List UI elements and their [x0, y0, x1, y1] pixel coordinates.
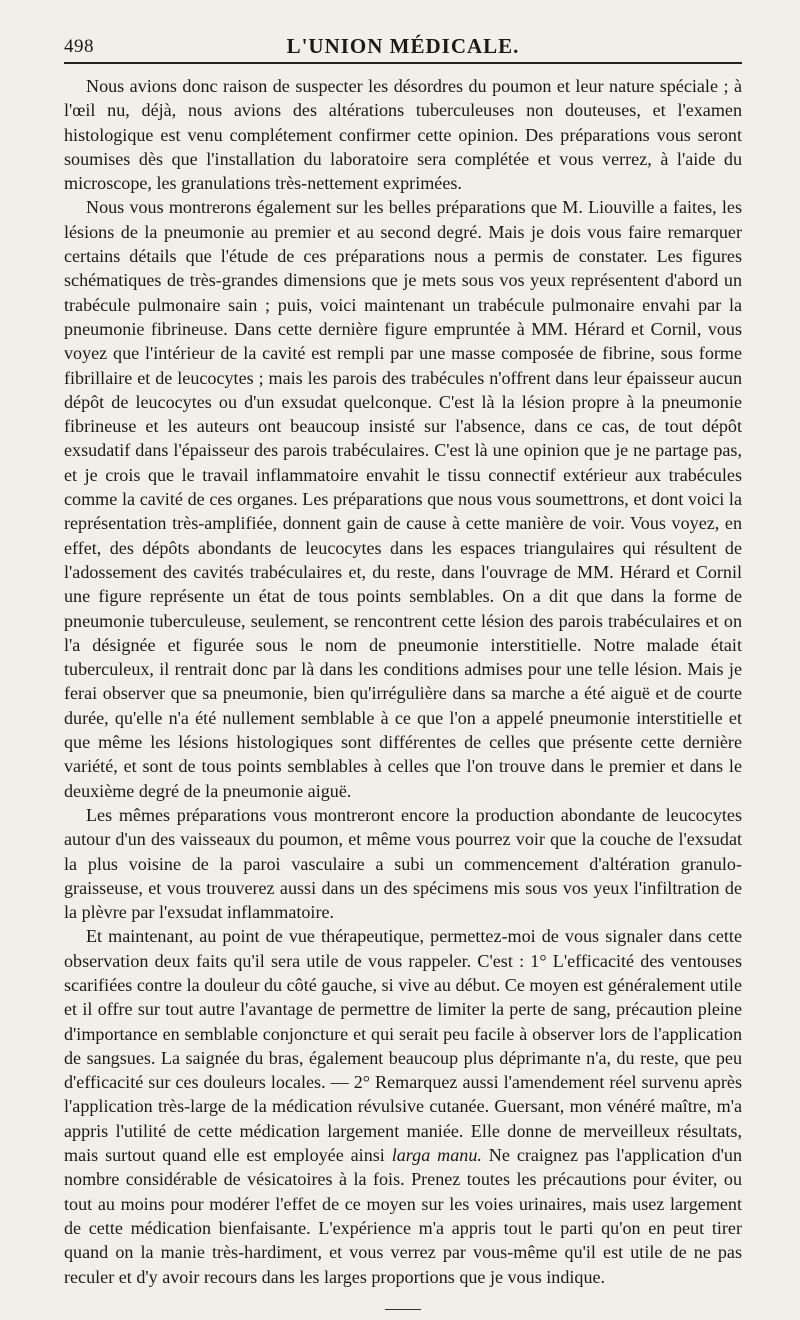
closing-rule	[385, 1309, 421, 1310]
page-header	[64, 30, 742, 64]
paragraph-2: Nous vous montrerons également sur les belles préparations que M. Liouville a faites, les lésions de la pneumonie au premier et au second degré. Mais je dois vous faire remarquer certains détails que l'étude de ces préparations nous a permis de constater. Les figures schématiques de très-grandes dimensions que je mets sous vos yeux représentent d'abord un trabécule pulmonaire sain ; puis, voici maintenant un trabécule pulmonaire envahi par la pneumonie fibrineuse. Dans cette dernière figure empruntée à MM. Hérard et Cornil, vous voyez que l'intérieur de la cavité est rempli par une masse composée de fibrine, sous forme fibrillaire et de leucocytes ; mais les parois des trabécules n'offrent dans leur épaisseur aucun dépôt de leucocytes ou d'un exsudat quelconque. C'est là la lésion propre à la pneumonie fibrineuse et les auteurs ont beaucoup insisté sur l'absence, dans ce cas, de tout dépôt exsudatif dans l'épaisseur des parois trabéculaires. C'est là une opinion que je ne partage pas, et je crois que le travail inflammatoire envahit le tissu connectif extérieur aux trabécules comme la cavité de ces organes. Les préparations que nous vous soumettrons, et dont voici la représentation très-amplifiée, donnent gain de cause à cette manière de voir. Vous voyez, en effet, des dépôts abondants de leucocytes dans les espaces triangulaires qui résultent de l'adossement des cavités trabéculaires et, du reste, dans l'ouvrage de MM. Hérard et Cornil une figure représente un état de tous points semblables. On a dit que dans la forme de pneumonie tuberculeuse, seulement, se rencontrent cette lésion des parois trabéculaires et on l'a désignée et figurée sous le nom de pneumonie interstitielle. Notre malade était tuberculeux, il rentrait donc par là dans les conditions admises pour une telle lésion. Mais je ferai observer que sa pneumonie, bien qu'irrégulière dans sa marche a été aiguë et de courte durée, qu'elle n'a été nullement semblable à ce que l'on a appelé pneumonie interstitielle et que même les lésions histologiques sont différentes de celles que présente cette dernière variété, et sont de tous points semblables à celles que l'on trouve dans le premier et dans le deuxième degré de la pneumonie aiguë.	[64, 197, 742, 801]
page-number: 498	[64, 36, 94, 57]
running-title: L'UNION MÉDICALE.	[286, 34, 520, 58]
paragraph-4-text-after: Ne craignez pas l'application d'un nombre considérable de vésicatoires à la fois. Prenez toutes les précautions pour éviter, ou tout au moins pour modérer l'effet de ce moyen sur les voies urinaires, mais usez largement de cette médication bienfaisante. L'expérience m'a appris tout le parti qu'on en peut tirer quand on la manie très-hardiment, et vous verrez par vous-même qu'il est utile de ne pas reculer et d'y avoir recours dans les larges proportions que je vous indique.	[64, 1145, 742, 1287]
paragraph-4	[64, 924, 742, 1288]
paragraph-3: Les mêmes préparations vous montreront encore la production abondante de leucocytes autour d'un des vaisseaux du poumon, et même vous pourrez voir que la couche de l'exsudat la plus voisine de la paroi vasculaire a subi un commencement d'altération granulo-graisseuse, et vous trouverez aussi dans un des spécimens mis sous vos yeux l'infiltration de la plèvre par l'exsudat inflammatoire.	[64, 804, 742, 923]
latin-phrase: larga manu.	[391, 1145, 482, 1166]
paragraph-1: Nous avions donc raison de suspecter les désordres du poumon et leur nature spéciale ; à l'œil nu, déjà, nous avions des altérations tuberculeuses non douteuses, et l'examen histologique est venu complétement confirmer cette opinion. Des préparations vous seront soumises dès que l'installation du laboratoire sera complétée et vous verrez, à l'aide du microscope, les granulations très-nettement exprimées.	[64, 76, 742, 194]
article-body	[64, 74, 742, 1289]
paragraph-4-text-before: Et maintenant, au point de vue thérapeutique, permettez-moi de vous signaler dans cette observation deux faits qu'il sera utile de vous rappeler. C'est : 1° L'efficacité des ventouses scarifiées contre la douleur du côté gauche, si vive au début. Ce moyen est généralement utile et il offre sur tout autre l'avantage de permettre de limiter la perte de sang, précaution pleine d'importance en semblable conjoncture et qui serait peu facile à observer lors de l'application de sangsues. La saignée du bras, également beaucoup plus déprimante n'a, du reste, que peu d'efficacité sur ces douleurs locales. — 2° Remarquez aussi l'amendement réel survenu après l'application très-large de la médication révulsive cutanée. Guersant, mon vénéré maître, m'a appris l'utilité de cette médication largement maniée. Elle donne de merveilleux résultats, mais surtout quand elle est employée ainsi	[64, 926, 742, 1166]
